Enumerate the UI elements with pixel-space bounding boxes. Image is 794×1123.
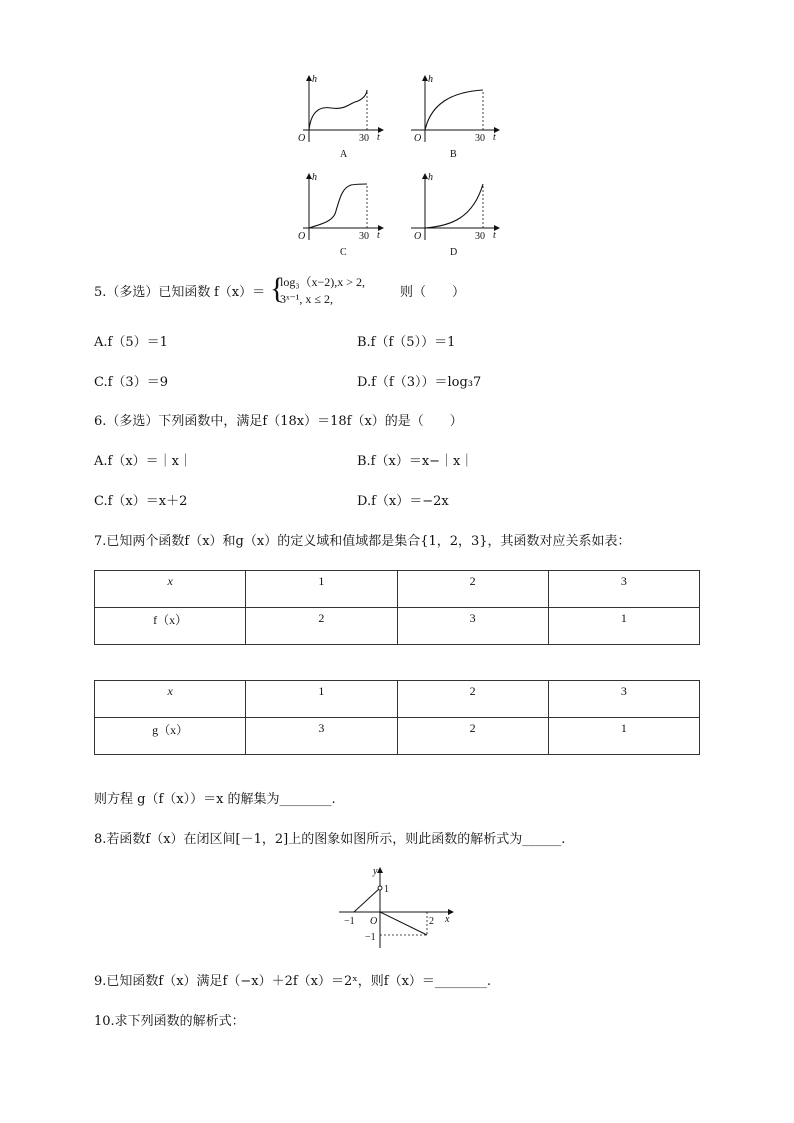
table-cell: 2	[397, 681, 548, 718]
graph-label-d: D	[450, 247, 458, 258]
q6-option-a: A.f（x）＝｜x｜	[94, 454, 192, 469]
origin-label: O	[298, 231, 306, 242]
table-f	[94, 570, 700, 645]
table-cell: 3	[397, 608, 548, 645]
q6-option-b: B.f（x）＝x−｜x｜	[357, 454, 474, 469]
graph-label-b: B	[450, 149, 457, 160]
table-cell: 1	[246, 681, 397, 718]
axis-t-label: t	[493, 230, 496, 241]
q5-piece-1: log₃（x−2),x > 2,	[280, 275, 366, 289]
axis-t-label: t	[377, 132, 380, 143]
table-row	[95, 681, 700, 718]
q6-option-d: D.f（x）＝−2x	[357, 494, 449, 509]
table-g	[94, 680, 700, 755]
table-cell: 3	[246, 718, 397, 755]
q6-option-c: C.f（x）＝x＋2	[94, 494, 188, 509]
q5-option-c: C.f（3）＝9	[94, 375, 168, 390]
origin-label: O	[414, 231, 422, 242]
axis-t-label: t	[493, 132, 496, 143]
axis-h-label: h	[312, 74, 317, 85]
q5-option-d: D.f（f（3））＝log₃7	[357, 375, 482, 390]
q5-piece-2: 3ˣ⁻¹, x ≤ 2,	[280, 292, 333, 306]
axis-h-label: h	[428, 172, 433, 183]
tick-30-label: 30	[475, 133, 485, 144]
tick-30-label: 30	[359, 133, 369, 144]
origin-label: O	[414, 133, 422, 144]
table-row	[95, 718, 700, 755]
q9-stem: 9.已知函数f（x）满足f（−x）＋2f（x）＝2ˣ，则f（x）＝________.	[94, 974, 492, 989]
table-cell: 3	[548, 571, 699, 608]
axis-h-label: h	[312, 172, 317, 183]
table-cell: 2	[246, 608, 397, 645]
graph-label-a: A	[340, 149, 348, 160]
q5-fx: f（x）＝	[214, 285, 266, 300]
table-cell: 3	[548, 681, 699, 718]
table-row	[95, 608, 700, 645]
q5-suffix: 则（ ）	[400, 285, 466, 300]
q6-stem: 6.（多选）下列函数中，满足f（18x）＝18f（x）的是（ ）	[94, 414, 463, 429]
q5-prefix: 5.（多选）已知函数	[94, 285, 211, 300]
table-cell: x	[95, 571, 246, 608]
table-cell: f（x）	[95, 608, 246, 645]
q8-origin-label: O	[370, 916, 378, 927]
graph-c	[298, 172, 383, 258]
graph-label-c: C	[340, 247, 347, 258]
q8-stem: 8.若函数f（x）在闭区间[－1，2]上的图象如图所示，则此函数的解析式为______.	[94, 832, 566, 847]
axis-t-label: t	[377, 230, 380, 241]
origin-label: O	[298, 133, 306, 144]
q8-tick-neg-one-x: −1	[344, 916, 355, 927]
q7-conclusion: 则方程 g（f（x））＝x 的解集为________.	[94, 792, 336, 807]
q5-brace: {	[270, 272, 285, 305]
q5-option-b: B.f（f（5））＝1	[357, 335, 456, 350]
graph-d	[411, 172, 499, 258]
tick-30-label: 30	[359, 231, 369, 242]
table-cell: 1	[548, 608, 699, 645]
table-cell: g（x）	[95, 718, 246, 755]
q5-option-a: A.f（5）＝1	[94, 335, 168, 350]
graph-a	[298, 74, 383, 160]
table-cell: 1	[246, 571, 397, 608]
table-cell: 2	[397, 571, 548, 608]
q8-tick-one: 1	[384, 884, 389, 895]
q7-stem: 7.已知两个函数f（x）和g（x）的定义域和值域都是集合{1，2，3}，其函数对应关系如表：	[94, 534, 631, 549]
graph-b	[411, 74, 499, 160]
q10-stem: 10.求下列函数的解析式：	[94, 1014, 245, 1029]
table-row	[95, 571, 700, 608]
graph-grid	[285, 70, 515, 260]
table-cell: x	[95, 681, 246, 718]
table-cell: 2	[397, 718, 548, 755]
table-cell: 1	[548, 718, 699, 755]
q8-graph	[335, 862, 460, 952]
axis-h-label: h	[428, 74, 433, 85]
q8-axis-x-label: x	[445, 914, 450, 925]
tick-30-label: 30	[475, 231, 485, 242]
q8-axis-y-label: y	[373, 866, 378, 877]
q8-tick-neg-one-y: −1	[365, 932, 376, 943]
q8-tick-two: 2	[429, 916, 434, 927]
